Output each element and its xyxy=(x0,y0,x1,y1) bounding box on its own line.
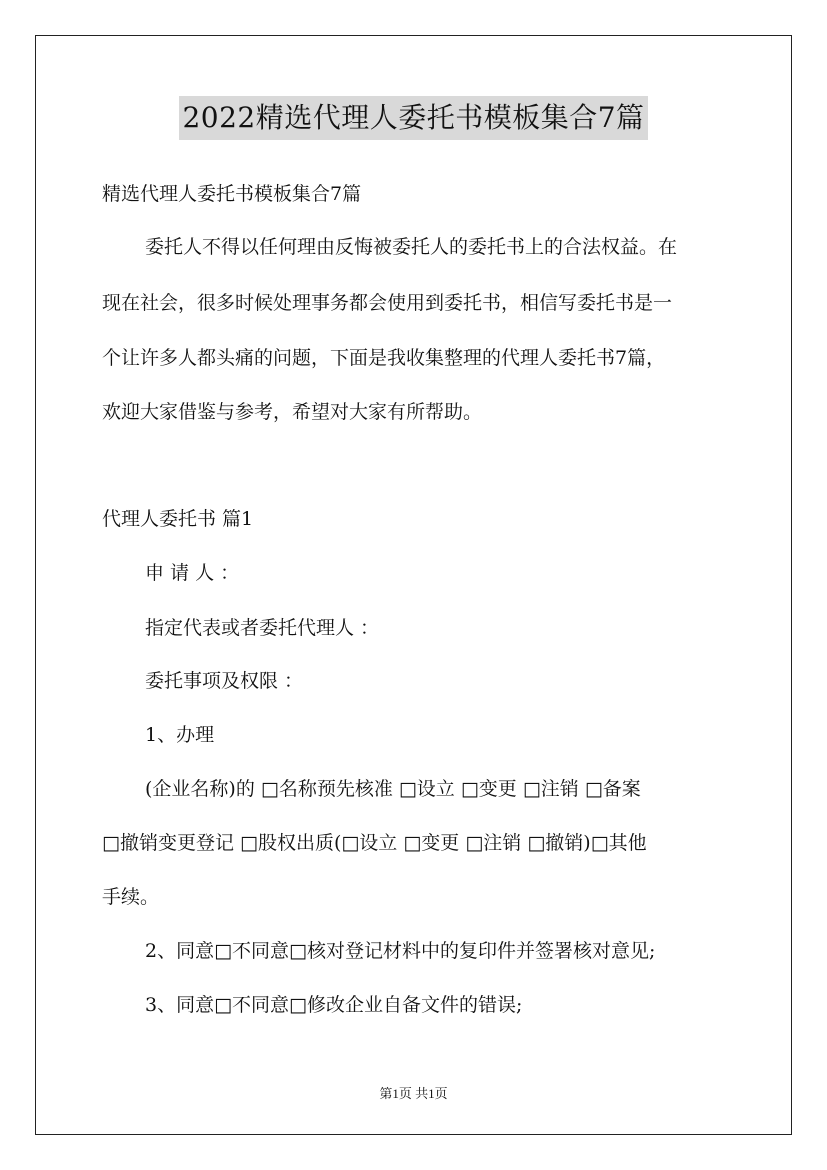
procedure-line: 手续。 xyxy=(102,886,160,908)
title-container xyxy=(0,96,827,140)
document-title: 2022精选代理人委托书模板集合7篇 xyxy=(179,96,647,140)
intro-line-4: 欢迎大家借鉴与参考，希望对大家有所帮助。 xyxy=(102,401,483,423)
company-options-line: (企业名称)的 □名称预先核准 □设立 □变更 □注销 □备案 xyxy=(145,778,641,800)
item-3-line: 3、同意□不同意□修改企业自备文件的错误; xyxy=(145,994,523,1016)
representative-line: 指定代表或者委托代理人 ： xyxy=(145,617,380,639)
intro-line-2: 现在社会，很多时候处理事务都会使用到委托书，相信写委托书是一 xyxy=(102,292,673,314)
item-1-line: 1、办理 xyxy=(145,724,215,746)
item-2-line: 2、同意□不同意□核对登记材料中的复印件并签署核对意见; xyxy=(145,940,656,962)
authority-line: 委托事项及权限 ： xyxy=(145,670,304,692)
revoke-options-line: □撤销变更登记 □股权出质(□设立 □变更 □注销 □撤销)□其他 xyxy=(102,832,647,854)
applicant-line: 申 请 人 ： xyxy=(145,562,240,584)
intro-line-3: 个让许多人都头痛的问题，下面是我收集整理的代理人委托书7篇， xyxy=(102,347,666,369)
section-heading: 代理人委托书 篇1 xyxy=(102,508,254,530)
page-footer: 第1页 共1页 xyxy=(379,1086,448,1101)
intro-line-1: 委托人不得以任何理由反悔被委托人的委托书上的合法权益。在 xyxy=(145,236,678,258)
document-subtitle: 精选代理人委托书模板集合7篇 xyxy=(102,183,362,205)
